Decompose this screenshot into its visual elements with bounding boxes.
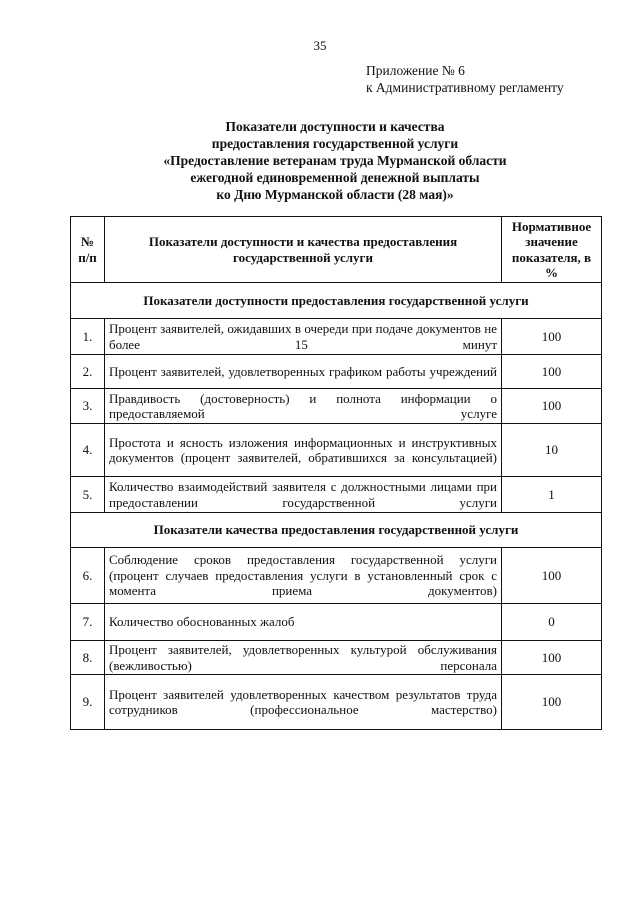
row-num: 7. xyxy=(71,604,105,641)
header-value: Нормативное значение показателя, в % xyxy=(502,217,602,283)
document-title xyxy=(70,118,600,203)
row-value: 100 xyxy=(502,641,602,675)
appendix-note xyxy=(366,62,564,96)
title-line: ко Дню Мурманской области (28 мая)» xyxy=(216,187,454,202)
row-value: 100 xyxy=(502,319,602,355)
row-text: Простота и ясность изложения информационных и инструктивных документов (процент заявителей, обратившихся за консультацией) xyxy=(105,424,502,477)
row-text: Количество взаимодействий заявителя с должностными лицами при предоставлении государственной услуги xyxy=(105,477,502,513)
row-value: 1 xyxy=(502,477,602,513)
title-line: «Предоставление ветеранам труда Мурманской области xyxy=(163,153,507,168)
row-text: Количество обоснованных жалоб xyxy=(105,604,502,641)
header-indicator: Показатели доступности и качества предоставления государственной услуги xyxy=(105,217,502,283)
row-text: Процент заявителей, удовлетворенных культурой обслуживания (вежливостью) персонала xyxy=(105,641,502,675)
row-value: 10 xyxy=(502,424,602,477)
row-num: 8. xyxy=(71,641,105,675)
row-value: 100 xyxy=(502,675,602,730)
title-line: ежегодной единовременной денежной выплаты xyxy=(190,170,480,185)
table-row xyxy=(71,389,602,424)
section-title: Показатели доступности предоставления государственной услуги xyxy=(71,283,602,319)
table-header-row xyxy=(71,217,602,283)
table-row xyxy=(71,424,602,477)
row-text: Процент заявителей удовлетворенных качеством результатов труда сотрудников (профессиональное мастерство) xyxy=(105,675,502,730)
row-num: 9. xyxy=(71,675,105,730)
row-num: 4. xyxy=(71,424,105,477)
page-number: 35 xyxy=(313,38,327,53)
row-text: Процент заявителей, ожидавших в очереди при подаче документов не более 15 минут xyxy=(105,319,502,355)
row-num: 6. xyxy=(71,548,105,604)
row-num: 1. xyxy=(71,319,105,355)
appendix-line: Приложение № 6 xyxy=(366,63,465,78)
header-num: № п/п xyxy=(71,217,105,283)
row-text: Правдивость (достоверность) и полнота информации о предоставляемой услуге xyxy=(105,389,502,424)
row-value: 100 xyxy=(502,389,602,424)
row-num: 2. xyxy=(71,355,105,389)
row-text: Соблюдение сроков предоставления государственной услуги (процент случаев предоставления услуги в установленный срок с момента приема документов) xyxy=(105,548,502,604)
row-value: 100 xyxy=(502,355,602,389)
table-row xyxy=(71,355,602,389)
table-row xyxy=(71,604,602,641)
section-title: Показатели качества предоставления государственной услуги xyxy=(71,513,602,548)
table-row xyxy=(71,548,602,604)
row-value: 0 xyxy=(502,604,602,641)
row-num: 3. xyxy=(71,389,105,424)
table-row xyxy=(71,319,602,355)
title-line: предоставления государственной услуги xyxy=(211,136,459,151)
section-row xyxy=(71,283,602,319)
row-value: 100 xyxy=(502,548,602,604)
table-row xyxy=(71,477,602,513)
table-row xyxy=(71,675,602,730)
row-num: 5. xyxy=(71,477,105,513)
indicators-table xyxy=(70,216,602,730)
section-row xyxy=(71,513,602,548)
row-text: Процент заявителей, удовлетворенных графиком работы учреждений xyxy=(105,355,502,389)
title-line: Показатели доступности и качества xyxy=(225,119,445,134)
appendix-line: к Административному регламенту xyxy=(366,80,564,95)
table-row xyxy=(71,641,602,675)
